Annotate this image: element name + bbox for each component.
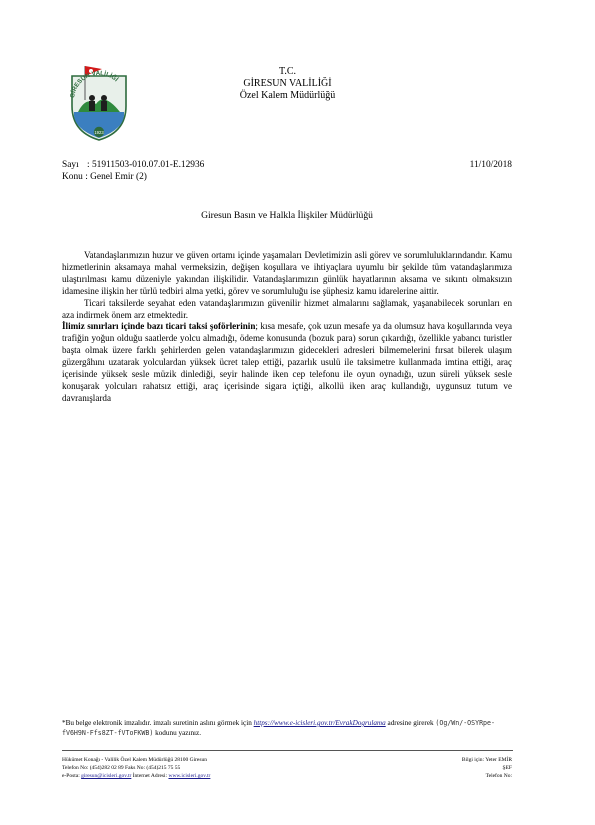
note-prefix: *Bu belge elektronik imzalıdır. imzalı suretinin aslını görmek için [62, 719, 254, 727]
website-link[interactable]: www.icisleri.gov.tr [168, 773, 211, 780]
e-signature-note [62, 718, 512, 738]
paragraph-3-rest: ; kısa mesafe, çok uzun mesafe ya da olumsuz hava koşullarında veya trafiğin yoğun olduğu saatlerde yolcu almadığı, ödeme konusunda (bozuk para) sorun çıkardığı, özellikle yabancı turistler başta olmak üzere farklı şehirlerden gelen vatandaşlarımızın gidecekleri adresleri bilmemelerini fırsat bilerek ulaşım güzergâhını uzatarak yolculardan yüksek ücret talep ettiği, pazarlık usulü ile taksimetre kullanmada imtina ettiği, araç içerisinde yüksek sesle müzik dinlediği, seyir halinde iken cep telefonu ile oyun oynadığı, uzun süreli yüksek sesle konuşarak yolcuları rahatsız ettiği, araç içerisinde sigara içtiği, alkollü iken araç kullandığı, uygunsuz tutum ve davranışlarda [62, 321, 513, 403]
emblem-icon [64, 60, 134, 142]
document-meta [62, 159, 512, 183]
web-label: İnternet Adresi: [131, 773, 169, 780]
konu-field [62, 171, 147, 183]
info-title: ŞEF [502, 765, 512, 772]
paragraph-1: Vatandaşlarımızın huzur ve güven ortamı içinde yaşamaları Devletimizin asli görev ve sorumluluklarındandır. Kamu hizmetlerinin aksamaya mahal vermeksizin, değişen koşullara ve ihtiyaçlara uyumlu bir şekilde tüm vatandaşlarımıza ulaştırılması kamu düzeniyle yakından ilişkilidir. Vatandaşlarımızın günlük hayatlarının aksama ve sıkıntı olmaksızın idamesine ilişkin her türlü tedbiri alma yetki, görev ve sorumluluğu ise şüphesiz kamu idarelerine aittir. [62, 250, 512, 296]
verification-link[interactable]: https://www.e-icisleri.gov.tr/EvrakDogrulama [253, 719, 386, 727]
header-line-tc: T.C. [278, 66, 297, 77]
footer-phones: Telefon No: (454)282 02 89 Faks No: (454)215 75 55 [62, 765, 181, 772]
konu-label: Konu [62, 172, 83, 182]
footer-info [420, 756, 512, 781]
paragraph-2: Ticari taksilerde seyahat eden vatandaşlarımızın güvenilir hizmet almalarını sağlamak, yaşanabilecek sorunları en aza indirmek önem arz etmektedir. [62, 297, 512, 320]
footer-contact [62, 756, 362, 781]
letterhead [200, 66, 375, 102]
paragraph-3 [62, 321, 512, 404]
document-date: 11/10/2018 [469, 160, 512, 170]
info-phone: Telefon No: [485, 773, 512, 780]
email-link[interactable]: giresun@icisleri.gov.tr [81, 773, 132, 780]
note-suffix: kodunu yazınız. [153, 729, 202, 737]
header-line-department: Özel Kalem Müdürlüğü [239, 90, 336, 101]
footer-web-line [62, 772, 362, 780]
header-line-governorship: GİRESUN VALİLİĞİ [243, 78, 332, 89]
sayi-label: Sayı [62, 160, 79, 170]
sayi-field [62, 159, 204, 171]
email-label: e-Posta: [62, 773, 82, 780]
giresun-valiligi-logo [64, 60, 134, 142]
sayi-value: : 51911503-010.07.01-E.12936 [87, 160, 205, 170]
letter-body [62, 250, 512, 405]
addressee: Giresun Basın ve Halkla İlişkiler Müdürlüğü [201, 210, 373, 221]
meta-row-sayi [62, 159, 512, 171]
footer-address: Hükümet Konağı - Valilik Özel Kalem Müdürlüğü 28100 Giresun [62, 757, 208, 763]
info-contact: Bilgi için: Yeter EMİR [461, 757, 512, 763]
konu-value: : Genel Emir (2) [85, 172, 147, 182]
logo-year: 1923 [94, 130, 104, 135]
footer-divider [62, 750, 513, 751]
paragraph-3-bold: İlimiz sınırları içinde bazı ticari taksi şoförlerinin [62, 321, 256, 332]
svg-text:GİRESUN VALİLİĞİ: GİRESUN VALİLİĞİ [69, 69, 120, 99]
verification-code: (Og/Wn/-OSYRpe-fV6H9N-Ffs8ZT-fVToFKWB) [62, 719, 495, 737]
note-middle: adresine girerek [385, 719, 436, 727]
meta-row-konu [62, 171, 512, 183]
